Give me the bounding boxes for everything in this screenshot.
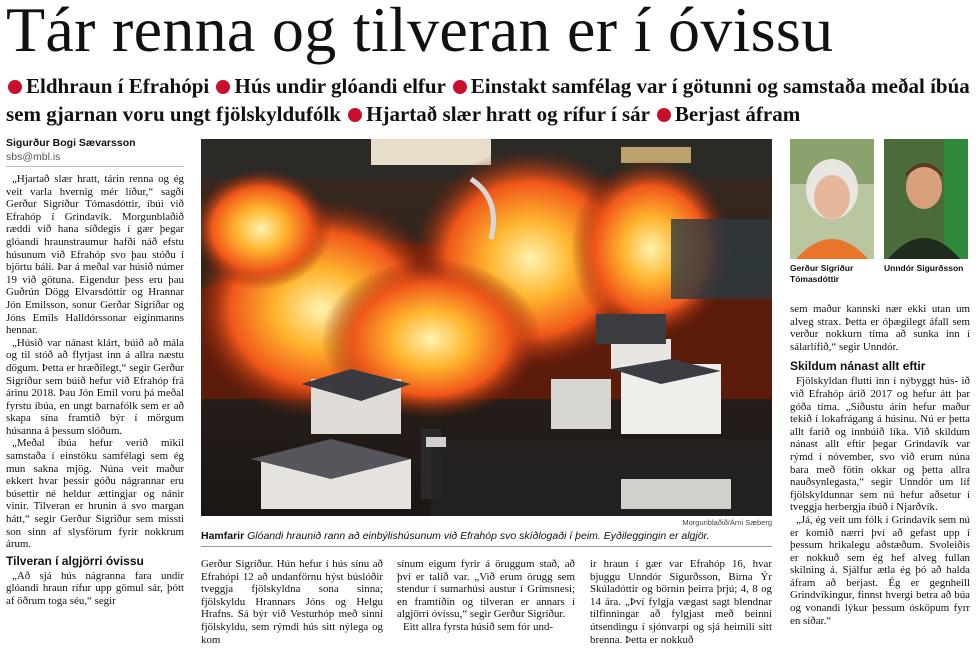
portrait-photo — [790, 139, 874, 259]
paragraph: „Já, ég veit um fólk í Grindavík sem nú er komið nærri því að gefast upp í þessum hrikalegu aðstæðum. Svoleiðis er nokkuð sem ég hef alveg fullan skilning á. Sjálfur ætla ég þó að halda áfram að berjast. Ég er gegnheill Grindvíkingur, finnst hvergi betra að búa og vonandi lýkur þessum ósköpum fyrr en síðar.“ — [790, 513, 970, 627]
portrait-unndor — [884, 139, 968, 274]
deck-item: Hús undir glóandi elfur — [234, 74, 446, 98]
article-column-4 — [590, 558, 772, 651]
photo-credit: Morgunblaðið/Árni Sæberg — [682, 518, 772, 527]
paragraph: ir hraun í gær var Efrahóp 16, hvar bjuggu Unndór Sigurðsson, Birna Ýr Skúladóttir og börnin þeirra þrjú; 4, 8 og 14 ára. „Því fylgja vægast sagt blendnar tilfinningar að fylgjast með beinni útsendingu í sjónvarpi og sjá heimili sitt brenna. Þetta er nokkuð — [590, 558, 772, 646]
paragraph: „Hjartað slær hratt, tárin renna og ég veit varla hvernig mér líður,“ sagði Gerður Sigríður Tómasdóttir, íbúi við Efrahóp í Grindavík. Morgunblaðið ræddi við hana síðdegis í gær þegar glóandi hraunstraumur hafði náð efstu húsunum við Efrahóp svo þau stóðu í björtu báli. Þar á meðal var húsið númer 19 við götuna. Eigendur þess eru þau Guðrún Dögg Elvarsdóttir og Hrannar Jón Emilsson, sonur Gerðar Sigríðar og Jóns Emils Halldórssonar eiginmanns hennar. — [6, 173, 184, 337]
bullet-dot-icon — [657, 108, 671, 122]
author-email[interactable]: sbs@mbl.is — [6, 151, 61, 163]
portrait-caption: Gerður Sigríður Tómasdóttir — [790, 263, 854, 284]
paragraph: Gerður Sigríður. Hún hefur í hús sínu að Efrahópi 12 að undanförnu hýst búslóðir tveggja fjölskyldna sona sinna; fjölskyldu Hrannars Jóns og Helgu Hrafns. Sá býr við Vesturhóp með sinni fjölskyldu, sem rýmdi hús sitt nýlega og kom — [201, 558, 383, 646]
main-photo — [201, 139, 772, 516]
sub-deck — [6, 72, 972, 128]
paragraph: „Meðal íbúa hefur verið mikil samstaða í einstöku samfélagi sem ég mun sakna mjög. Núna veit maður ekkert hvar þessir góðu nágrannar eru búsettir né heldur ættingjar og nánir vinir. Tilveran er hrunin á svo margan hátt,“ segir Gerður Sigríður sem missti son sinn af slysförum fyrir nokkrum árum. — [6, 437, 184, 551]
author-name: Sigurður Bogi Sævarsson — [6, 137, 136, 149]
lava-fire-illustration — [201, 139, 772, 516]
caption-text: Glóandi hraunið rann að einbýlishúsunum við Efrahóp svo skíðlogaði í þeim. Eyðileggingin er algjör. — [247, 530, 710, 542]
article-column-3 — [397, 558, 575, 651]
bullet-dot-icon — [216, 80, 230, 94]
caption-lead: Hamfarir — [201, 530, 245, 542]
paragraph: „Húsið var nánast klárt, búið að mála og til stóð að flytjast inn á allra næstu dögum. Þetta er hræðilegt,“ segir Gerður Sigríður sem búið hefur við Efrahóp frá árinu 2018. Þau Jón Emil voru þá meðal fyrstu íbúa, en ungt barnafólk sem er að skapa sína framtíð býr í mörgum húsanna á þessum slóðum. — [6, 336, 184, 437]
deck-item: Eldhraun í Efrahópi — [26, 74, 210, 98]
paragraph: „Að sjá hús nágranna fara undir glóandi hraun rífur upp gömul sár, þótt af öðrum toga séu,“ segir — [6, 569, 184, 607]
bullet-dot-icon — [8, 80, 22, 94]
deck-item: Einstakt samfélag var í götunni og samstaða meðal íbúa sem gjarnan voru ungt fjölskyldufólk — [6, 74, 970, 126]
article-column-1 — [6, 173, 184, 651]
portrait-photo — [884, 139, 968, 259]
portrait-gerdur — [790, 139, 874, 284]
headline: Tár renna og tilveran er í óvissu — [6, 0, 834, 65]
byline-divider — [6, 166, 184, 167]
article-column-2 — [201, 558, 383, 651]
deck-item: Berjast áfram — [674, 102, 801, 126]
paragraph: Fjölskyldan flutti inn í nýbyggt hús- ið við Efrahóp árið 2017 og hefur átt þar góða tíma. „Síðustu árin hefur maður tekið í lokafrágang á húsinu. Nú er þetta allt farið og innbúið líka. Við skildum nánast allt eftir þegar Grindavík var rýmd í nóvember, svo við erum núna bara með fötin okkar og þetta allra nauðsynlegasta,“ segir Unndór um líf fjölskyldunnar sem nú hefur aðsetur í tveggja herbergja íbúð í Njarðvík. — [790, 375, 970, 514]
paragraph: Eitt allra fyrsta húsið sem fór und- — [403, 620, 554, 633]
deck-item: Hjartað slær hratt og rífur í sár — [366, 102, 650, 126]
subheading: Tilveran í algjörri óvissu — [6, 553, 144, 568]
bullet-dot-icon — [453, 80, 467, 94]
article-column-5 — [790, 303, 970, 651]
portrait-caption: Unndór Sigurðsson — [884, 263, 964, 273]
paragraph: sem maður kannski nær ekki utan um alveg strax. Þetta er óþægilegt áfall sem verður nokkurn tíma að sunka inn í sálarlífið,“ segir Unndór. — [790, 303, 970, 353]
paragraph: sínum eigum fyrir á öruggum stað, að því er talið var. „Við erum örugg sem stendur í sumarhúsi austur í Grímsnesi; en framtíðin og tilveran er annars í algjörri óvissu,“ segir Gerður Sigríður. — [397, 558, 575, 621]
subheading: Skildum nánast allt eftir — [790, 359, 926, 374]
photo-caption — [201, 530, 772, 543]
byline — [6, 136, 136, 164]
bullet-dot-icon — [348, 108, 362, 122]
caption-divider — [201, 546, 772, 547]
